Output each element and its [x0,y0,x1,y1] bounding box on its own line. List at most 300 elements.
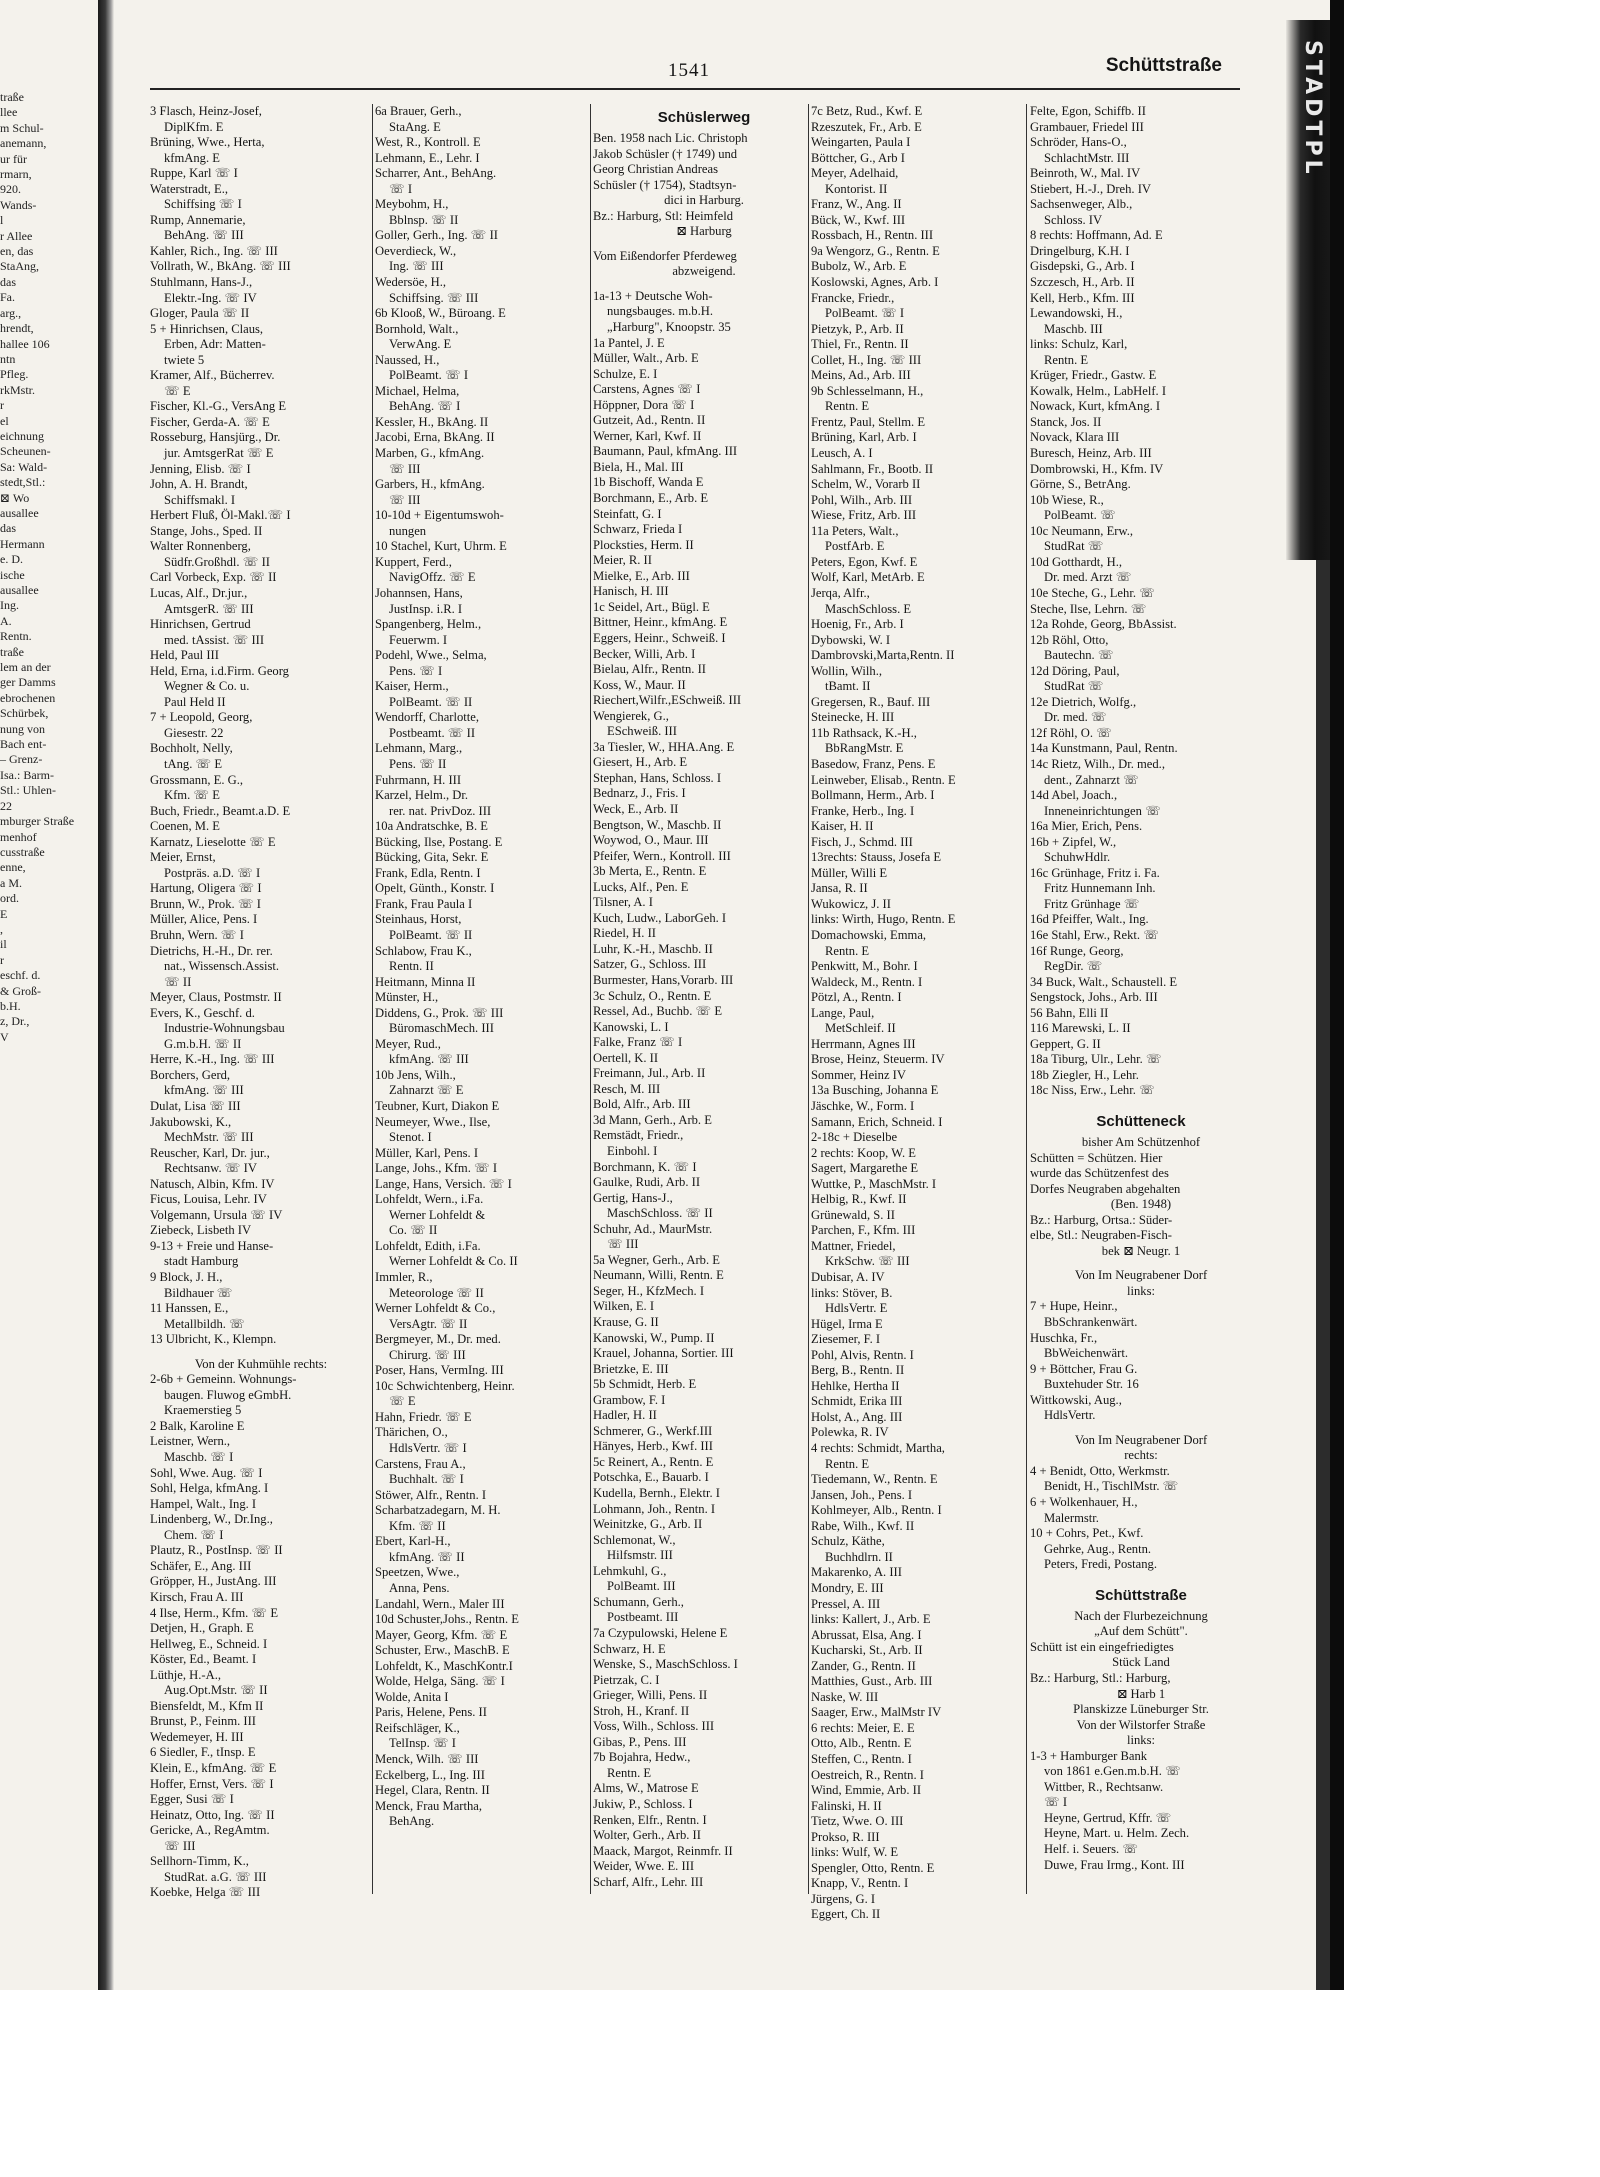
directory-entry: Hegel, Clara, Rentn. II [375,1783,490,1798]
directory-entry: Scharrer, Ant., BehAng. [375,166,497,181]
column-1 [150,104,372,1954]
directory-entry: Leusch, A. I [811,446,873,461]
directory-entry: Hinrichsen, Gertrud [150,617,251,632]
directory-entry: 6 Siedler, F., tInsp. E [150,1745,256,1760]
directory-entry: 3 Flasch, Heinz-Josef, [150,104,262,118]
prev-page-line: ur für [0,151,27,166]
map-edge-text: STADTPL [1300,40,1325,178]
prev-page-line: traße [0,644,24,659]
directory-entry: Mayer, Georg, Kfm. ☏ E [375,1627,508,1642]
directory-entry: Resch, M. III [593,1081,661,1096]
prev-page-line: lem an der [0,660,51,675]
directory-entry: Bold, Alfr., Arb. III [593,1097,691,1112]
prev-page-line: nung von [0,721,45,736]
directory-entry: 11a Peters, Walt., [811,523,899,538]
directory-entry: Sohl, Helga, kfmAng. I [150,1481,269,1496]
directory-entry: Jakob Schüsler († 1749) und [593,146,738,161]
directory-entry: Burmester, Hans,Vorarb. III [593,972,734,987]
directory-entry: Kell, Herb., Kfm. III [1030,290,1135,305]
directory-entry: Held, Erna, i.d.Firm. Georg [150,663,289,678]
directory-entry: Werner Lohfeldt & [389,1207,486,1222]
directory-entry: Gertig, Hans-J., [593,1190,673,1205]
directory-entry: Saager, Erw., MalMstr IV [811,1705,942,1720]
directory-entry: Dr. med. ☏ [1044,710,1107,725]
prev-page-line: ⊠ Wo [0,490,30,505]
directory-entry: Sachsenweger, Alb., [1030,197,1133,212]
directory-entry: Oestreich, R., Rentn. I [811,1767,924,1782]
directory-entry: Wittber, R., Rechtsanw. [1044,1779,1164,1794]
directory-entry: 10-10d + Eigentumswoh- [375,508,504,523]
directory-entry: VerwAng. E [389,337,452,352]
directory-entry: 6 rechts: Meier, E. E [811,1720,915,1735]
book-spine-shadow [98,0,114,1990]
directory-entry: Steffen, C., Rentn. I [811,1751,912,1766]
directory-entry: Grambauer, Friedel III [1030,119,1144,134]
prev-page-line: arg., [0,305,22,320]
directory-entry: JustInsp. i.R. I [389,601,463,616]
directory-entry: Goller, Gerh., Ing. ☏ II [375,228,498,243]
directory-entry: Eggers, Heinr., Schweiß. I [593,630,726,645]
directory-entry: Garbers, H., kfmAng. [375,477,485,492]
directory-entry: Lange, Paul, [811,1005,875,1020]
directory-entry: Hänyes, Herb., Kwf. III [593,1439,713,1454]
directory-entry: Poser, Hans, VermIng. III [375,1363,504,1378]
directory-entry: Lehmann, E., Lehr. I [375,150,480,165]
directory-entry: Waterstradt, E., [150,181,229,196]
directory-entry: Schiffsing. ☏ III [389,290,479,305]
directory-entry: kfmAng. E [164,150,220,165]
directory-entry: 4 rechts: Schmidt, Martha, [811,1441,945,1456]
directory-entry: Jerqa, Alfr., [811,585,870,600]
directory-entry: Lehmkuhl, G., [593,1563,667,1578]
directory-entry: Wittkowski, Aug., [1030,1392,1122,1407]
directory-entry: Meyer, Rud., [375,1036,441,1051]
directory-entry: Rump, Annemarie, [150,212,246,227]
directory-entry: Samann, Erich, Schneid. I [811,1114,943,1129]
directory-entry: 14a Kunstmann, Paul, Rentn. [1030,741,1178,756]
directory-entry: Franke, Herb., Ing. I [811,803,915,818]
directory-entry: Rentn. II [389,959,434,974]
directory-entry: Brunst, P., Feinm. III [150,1714,257,1729]
directory-entry: Hügel, Irma E [811,1316,883,1331]
directory-entry: StudRat. a.G. ☏ III [164,1869,267,1884]
prev-page-line: z, Dr., [0,1014,30,1029]
directory-entry: Kanowski, L. I [593,1019,669,1034]
directory-entry: 4 Ilse, Herm., Kfm. ☏ E [150,1605,279,1620]
directory-entry: 13 Ulbricht, K., Klempn. [150,1332,277,1347]
directory-entry: Heyne, Mart. u. Helm. Zech. [1044,1826,1190,1841]
column-4 [811,104,1033,1954]
directory-entry: Beinroth, W., Mal. IV [1030,166,1141,181]
directory-entry: Bz.: Harburg, Ortsa.: Süder- [1030,1212,1173,1227]
directory-entry: Anna, Pens. [389,1580,450,1595]
directory-entry: Sellhorn-Timm, K., [150,1854,249,1869]
directory-entry: Otto, Alb., Rentn. E [811,1736,912,1751]
directory-entry: Bildhauer ☏ [164,1285,233,1300]
directory-entry: Pens. ☏ I [389,663,443,678]
directory-entry: Gericke, A., RegAmtm. [150,1823,270,1838]
directory-entry: Mondry, E. III [811,1580,884,1595]
directory-entry: Pens. ☏ II [389,756,447,771]
directory-entry: VersAgtr. ☏ II [389,1316,468,1331]
directory-entry: Bochholt, Nelly, [150,741,233,756]
directory-entry: 10a Andratschke, B. E [375,819,488,834]
directory-entry: Bollmann, Herm., Arb. I [811,788,935,803]
directory-entry: StudRat ☏ [1044,679,1104,694]
directory-entry: 14c Rietz, Wilh., Dr. med., [1030,756,1165,771]
directory-entry: 7 + Hupe, Heinr., [1030,1299,1118,1314]
prev-page-line: Pfleg. [0,367,29,382]
directory-entry: Polewka, R. IV [811,1425,889,1440]
street-note: (Ben. 1948) [1110,1197,1172,1212]
directory-entry: 6a Brauer, Gerh., [375,104,462,118]
directory-entry: Buxtehuder Str. 16 [1044,1377,1139,1392]
directory-entry: Borchers, Gerd, [150,1067,231,1082]
directory-entry: Hahn, Friedr. ☏ E [375,1409,472,1424]
directory-entry: Gibas, P., Pens. III [593,1734,687,1749]
directory-entry: Bblnsp. ☏ II [389,212,459,227]
directory-entry: 16b + Zipfel, W., [1030,834,1117,849]
directory-entry: TelInsp. ☏ I [389,1736,456,1751]
directory-entry: Pietrzak, C. I [593,1672,660,1687]
street-note: Stück Land [1112,1655,1170,1670]
directory-entry: Renken, Elfr., Rentn. I [593,1812,707,1827]
directory-entry: Lange, Johs., Kfm. ☏ I [375,1161,498,1176]
directory-entry: 13rechts: Stauss, Josefa E [811,850,942,865]
directory-entry: Lohfeldt, K., MaschKontr.I [375,1658,513,1673]
directory-entry: Spangenberg, Helm., [375,617,482,632]
directory-entry: DiplKfm. E [164,119,224,134]
directory-entry: Giesert, H., Arb. E [593,755,688,770]
prev-page-line: b.H. [0,998,21,1013]
directory-entry: 2 rechts: Koop, W. E [811,1145,916,1160]
spacer [1030,1259,1252,1268]
directory-entry: NavigOffz. ☏ E [389,570,476,585]
directory-entry: BbWeichenwärt. [1044,1346,1128,1361]
directory-entry: Spengler, Otto, Rentn. E [811,1860,935,1875]
directory-entry: Held, Paul III [150,648,219,663]
directory-entry: Michael, Helma, [375,383,460,398]
prev-page-line: enne, [0,860,26,875]
directory-entry: Buchhalt. ☏ I [389,1472,464,1487]
directory-entry: Schiffsmakl. I [164,492,236,507]
directory-entry: twiete 5 [164,352,205,367]
directory-entry: „Harburg", Knoopstr. 35 [607,320,731,335]
directory-entry: Meier, Ernst, [150,850,216,865]
directory-entry: ☏ III [607,1237,639,1252]
directory-entry: Bednarz, J., Fris. I [593,786,686,801]
directory-entry: Fischer, Kl.-G., VersAng E [150,399,287,414]
directory-entry: 1a Pantel, J. E [593,335,665,350]
directory-entry: Nowack, Kurt, kfmAng. I [1030,399,1161,414]
directory-entry: Woywod, O., Maur. III [593,833,709,848]
directory-entry: Giesestr. 22 [164,725,224,740]
directory-entry: Postbeamt. ☏ II [389,725,476,740]
directory-entry: Jakubowski, K., [150,1114,232,1129]
directory-entry: Sahlmann, Fr., Bootb. II [811,461,934,476]
prev-page-line: – Grenz- [0,752,43,767]
directory-entry: 10 Stachel, Kurt, Uhrm. E [375,539,507,554]
directory-entry: Buchhdlrn. II [825,1549,893,1564]
directory-entry: Plautz, R., PostInsp. ☏ II [150,1543,283,1558]
directory-entry: 9 Block, J. H., [150,1270,223,1285]
directory-entry: Schulz, Käthe, [811,1534,885,1549]
directory-entry: Dr. med. Arzt ☏ [1044,570,1132,585]
directory-entry: Knapp, V., Rentn. I [811,1876,909,1891]
directory-entry: Kontorist. II [825,181,888,196]
street-note: links: [1127,1733,1155,1748]
directory-entry: Rentn. E [1044,352,1089,367]
directory-entry: Maack, Margot, Reinmfr. II [593,1843,733,1858]
column-divider [590,104,591,1894]
directory-entry: 5c Reinert, A., Rentn. E [593,1454,714,1469]
directory-entry: John, A. H. Brandt, [150,477,248,492]
directory-entry: nungen [389,523,427,538]
directory-entry: 2-18c + Dieselbe [811,1130,898,1145]
directory-entry: Co. ☏ II [389,1223,438,1238]
directory-entry: 11b Rathsack, K.-H., [811,725,917,740]
column-5 [1030,104,1252,1954]
directory-entry: Menck, Wilh. ☏ III [375,1751,479,1766]
directory-entry: Kuch, Ludw., LaborGeh. I [593,910,727,925]
directory-entry: Johannsen, Hans, [375,585,463,600]
directory-entry: 9 + Böttcher, Frau G. [1030,1361,1138,1376]
directory-entry: Jukiw, P., Schloss. I [593,1796,693,1811]
directory-entry: stadt Hamburg [164,1254,239,1269]
directory-entry: Kanowski, W., Pump. II [593,1330,715,1345]
directory-entry: Penkwitt, M., Bohr. I [811,959,918,974]
directory-entry: 10b Wiese, R., [1030,492,1104,507]
directory-entry: Riedel, H. II [593,926,656,941]
directory-entry: ☏ III [164,1838,196,1853]
directory-entry: 13a Busching, Johanna E [811,1083,939,1098]
directory-entry: Holst, A., Ang. III [811,1409,903,1424]
directory-entry: Krauel, Johanna, Sortier. III [593,1346,734,1361]
directory-entry: Schütt ist ein eingefriedigtes [1030,1639,1174,1654]
directory-entry: Lüthje, H.-A., [150,1667,221,1682]
directory-entry: Bautechn. ☏ [1044,648,1114,663]
directory-entry: Dombrowski, H., Kfm. IV [1030,461,1164,476]
directory-entry: Weider, Wwe. E. III [593,1859,695,1874]
column-2 [375,104,597,1954]
header-rule [150,88,1240,90]
prev-page-line: das [0,274,16,289]
directory-entry: Kuppert, Ferd., [375,554,452,569]
directory-entry: Meybohm, H., [375,197,449,212]
street-note: ⊠ Harburg [676,224,732,239]
prev-page-line: ntn [0,351,16,366]
directory-entry: Kowalk, Helm., LabHelf. I [1030,383,1167,398]
directory-entry: Lange, Hans, Versich. ☏ I [375,1176,512,1191]
prev-page-line: ische [0,567,25,582]
directory-entry: Heyne, Gertrud, Kffr. ☏ [1044,1810,1172,1825]
directory-entry: BbSchrankenwärt. [1044,1315,1138,1330]
directory-entry: Heitmann, Minna II [375,974,476,989]
directory-entry: Dringelburg, K.H. I [1030,243,1130,258]
directory-entry: HdlsVertr. [1044,1408,1096,1423]
directory-entry: Speetzen, Wwe., [375,1565,460,1580]
prev-page-line: , [0,921,3,936]
directory-entry: KrkSchw. ☏ III [825,1254,910,1269]
directory-entry: AmtsgerR. ☏ III [164,601,254,616]
directory-entry: Schäfer, E., Ang. III [150,1558,252,1573]
directory-entry: Koebke, Helga ☏ III [150,1885,261,1900]
directory-entry: Dietrichs, H.-H., Dr. rer. [150,943,273,958]
prev-page-line: ausallee [0,583,39,597]
directory-entry: tBamt. II [825,679,871,694]
directory-entry: MaschSchloss. ☏ II [607,1206,713,1221]
directory-entry: Kahler, Rich., Ing. ☏ III [150,243,278,258]
directory-entry: Elektr.-Ing. ☏ IV [164,290,257,305]
prev-page-line: Bach ent- [0,737,47,752]
directory-entry: Bück, W., Kwf. III [811,212,906,227]
street-note: rechts: [1124,1448,1158,1463]
street-heading: Schüttstraße [1095,1586,1187,1604]
spacer [1030,1424,1252,1433]
directory-entry: 9a Wengorz, G., Rentn. E [811,243,940,258]
directory-entry: Koslowski, Agnes, Arb. I [811,275,939,290]
directory-entry: RegDir. ☏ [1044,959,1103,974]
directory-entry: Kudella, Bernh., Elektr. I [593,1486,720,1501]
spacer [1030,1573,1252,1582]
directory-entry: Alms, W., Matrose E [593,1781,699,1796]
prev-page-line: A. [0,613,12,628]
directory-entry: 12b Röhl, Otto, [1030,632,1109,647]
directory-entry: jur. AmtsgerRat ☏ E [164,446,274,461]
directory-entry: Jansen, Joh., Pens. I [811,1487,913,1502]
directory-entry: Heinatz, Otto, Ing. ☏ II [150,1807,275,1822]
directory-entry: Pötzl, A., Rentn. I [811,990,902,1005]
prev-page-line: Isa.: Barm- [0,767,54,782]
directory-entry: PolBeamt. ☏ II [389,927,473,942]
directory-entry: Gutzeit, Ad., Rentn. II [593,413,706,428]
directory-entry: Hoffer, Ernst, Vers. ☏ I [150,1776,274,1791]
directory-entry: 10c Neumann, Erw., [1030,523,1134,538]
directory-entry: 12d Döring, Paul, [1030,663,1120,678]
directory-entry: Rentn. E [825,1456,870,1471]
directory-entry: Volgemann, Ursula ☏ IV [150,1207,283,1222]
directory-entry: 1a-13 + Deutsche Woh- [593,288,713,303]
directory-entry: Postpräs. a.D. ☏ I [164,865,261,880]
directory-entry: BüromaschMech. III [389,1021,494,1036]
column-3 [593,104,815,1954]
directory-entry: Schiffsing ☏ I [164,197,242,212]
directory-entry: Pohl, Wilh., Arb. III [811,492,913,507]
directory-entry: Francke, Friedr., [811,290,895,305]
street-note: Von Im Neugrabener Dorf [1074,1268,1208,1283]
spacer [593,280,815,289]
directory-entry: Satzer, G., Schloss. III [593,957,707,972]
street-note: abzweigend. [672,264,736,279]
prev-page-line: il [0,937,7,952]
directory-entry: Rzeszutek, Fr., Arb. E [811,119,922,134]
prev-page-line: Stl.: Uhlen- [0,783,56,798]
directory-entry: MaschSchloss. E [825,601,912,616]
directory-entry: Brietzke, E. III [593,1361,669,1376]
directory-entry: Wegner & Co. u. [164,679,250,694]
prev-page-line: llee [0,105,18,120]
directory-entry: Brunn, W., Prok. ☏ I [150,896,261,911]
directory-entry: Kaiser, Herm., [375,679,449,694]
directory-entry: Stroh, H., Kranf. II [593,1703,690,1718]
directory-entry: Jacobi, Erna, BkAng. II [375,430,495,445]
directory-entry: Müller, Willi E [811,865,888,880]
directory-entry: Industrie-Wohnungsbau [164,1021,285,1036]
directory-entry: 6b Klooß, W., Büroang. E [375,306,506,321]
directory-entry: von 1861 e.Gen.m.b.H. ☏ [1044,1764,1181,1779]
directory-entry: Basedow, Franz, Pens. E [811,756,936,771]
directory-entry: Naske, W. III [811,1689,879,1704]
directory-entry: Meins, Ad., Arb. III [811,368,911,383]
directory-entry: Lehmann, Marg., [375,741,463,756]
directory-entry: Parchen, F., Kfm. III [811,1223,916,1238]
directory-entry: 18b Ziegler, H., Lehr. [1030,1067,1139,1082]
directory-entry: 6 + Wolkenhauer, H., [1030,1495,1138,1510]
directory-entry: StaAng. E [389,119,441,134]
prev-page-line: el [0,413,9,428]
directory-entry: 9-13 + Freie und Hanse- [150,1238,274,1253]
directory-entry: Schmidt, Erika III [811,1394,903,1409]
directory-entry: Postbeamt. III [607,1610,679,1625]
street-note: bisher Am Schützenhof [1081,1135,1201,1149]
prev-page-line: ausallee [0,505,39,520]
directory-entry: Sommer, Heinz IV [811,1067,906,1082]
directory-entry: Malermstr. [1044,1510,1099,1525]
directory-entry: Franz, W., Ang. II [811,197,902,212]
page-edge-shadow [1316,560,1330,1990]
directory-entry: Bengtson, W., Maschb. II [593,817,722,832]
directory-entry: Koss, W., Maur. II [593,677,686,692]
directory-entry: Scharbatzadegarn, M. H. [375,1503,501,1518]
prev-page-line: r [0,398,4,413]
directory-entry: ☏ II [164,974,192,989]
directory-entry: baugen. Fluwog eGmbH. [164,1387,292,1402]
directory-entry: PolBeamt. ☏ II [389,694,473,709]
directory-entry: Dubisar, A. IV [811,1270,885,1285]
directory-entry: Rosseburg, Hansjürg., Dr. [150,430,281,445]
directory-entry: Evers, K., Geschf. d. [150,1005,255,1020]
directory-entry: West, R., Kontroll. E [375,135,481,150]
directory-entry: Ebert, Karl-H., [375,1534,451,1549]
directory-entry: Plocksties, Herm. II [593,537,694,552]
prev-page-line: ebrochenen [0,690,56,705]
column-divider [1026,104,1027,1894]
directory-entry: Remstädt, Friedr., [593,1128,684,1143]
spacer [150,1348,372,1357]
directory-entry: Reifschläger, K., [375,1720,460,1735]
directory-entry: Metallbildh. ☏ [164,1316,245,1331]
street-note: Von der Wilstorfer Straße [1076,1717,1206,1732]
directory-entry: 12a Rohde, Georg, BbAssist. [1030,617,1177,632]
directory-entry: Tilsner, A. I [593,895,653,910]
directory-entry: Potschka, E., Bauarb. I [593,1470,709,1485]
directory-entry: Duwe, Frau Irmg., Kont. III [1044,1857,1185,1872]
prev-page-line: Ing. [0,598,19,613]
directory-entry: 56 Bahn, Elli II [1030,1005,1109,1020]
directory-entry: Lohfeldt, Edith, i.Fa. [375,1238,481,1253]
directory-entry: Detjen, H., Graph. E [150,1621,254,1636]
directory-entry: 7 + Leopold, Georg, [150,710,253,725]
prev-page-line: traße [0,90,24,104]
directory-entry: Bittner, Heinr., kfmAng. E [593,615,728,630]
directory-entry: Natusch, Albin, Kfm. IV [150,1176,275,1191]
directory-entry: Thärichen, O., [375,1425,448,1440]
directory-entry: Bergmeyer, M., Dr. med. [375,1332,501,1347]
prev-page-line: m Schul- [0,120,44,135]
directory-entry: Kfm. ☏ E [164,788,220,803]
directory-entry: Höppner, Dora ☏ I [593,397,695,412]
directory-entry: Opelt, Günth., Konstr. I [375,881,495,896]
